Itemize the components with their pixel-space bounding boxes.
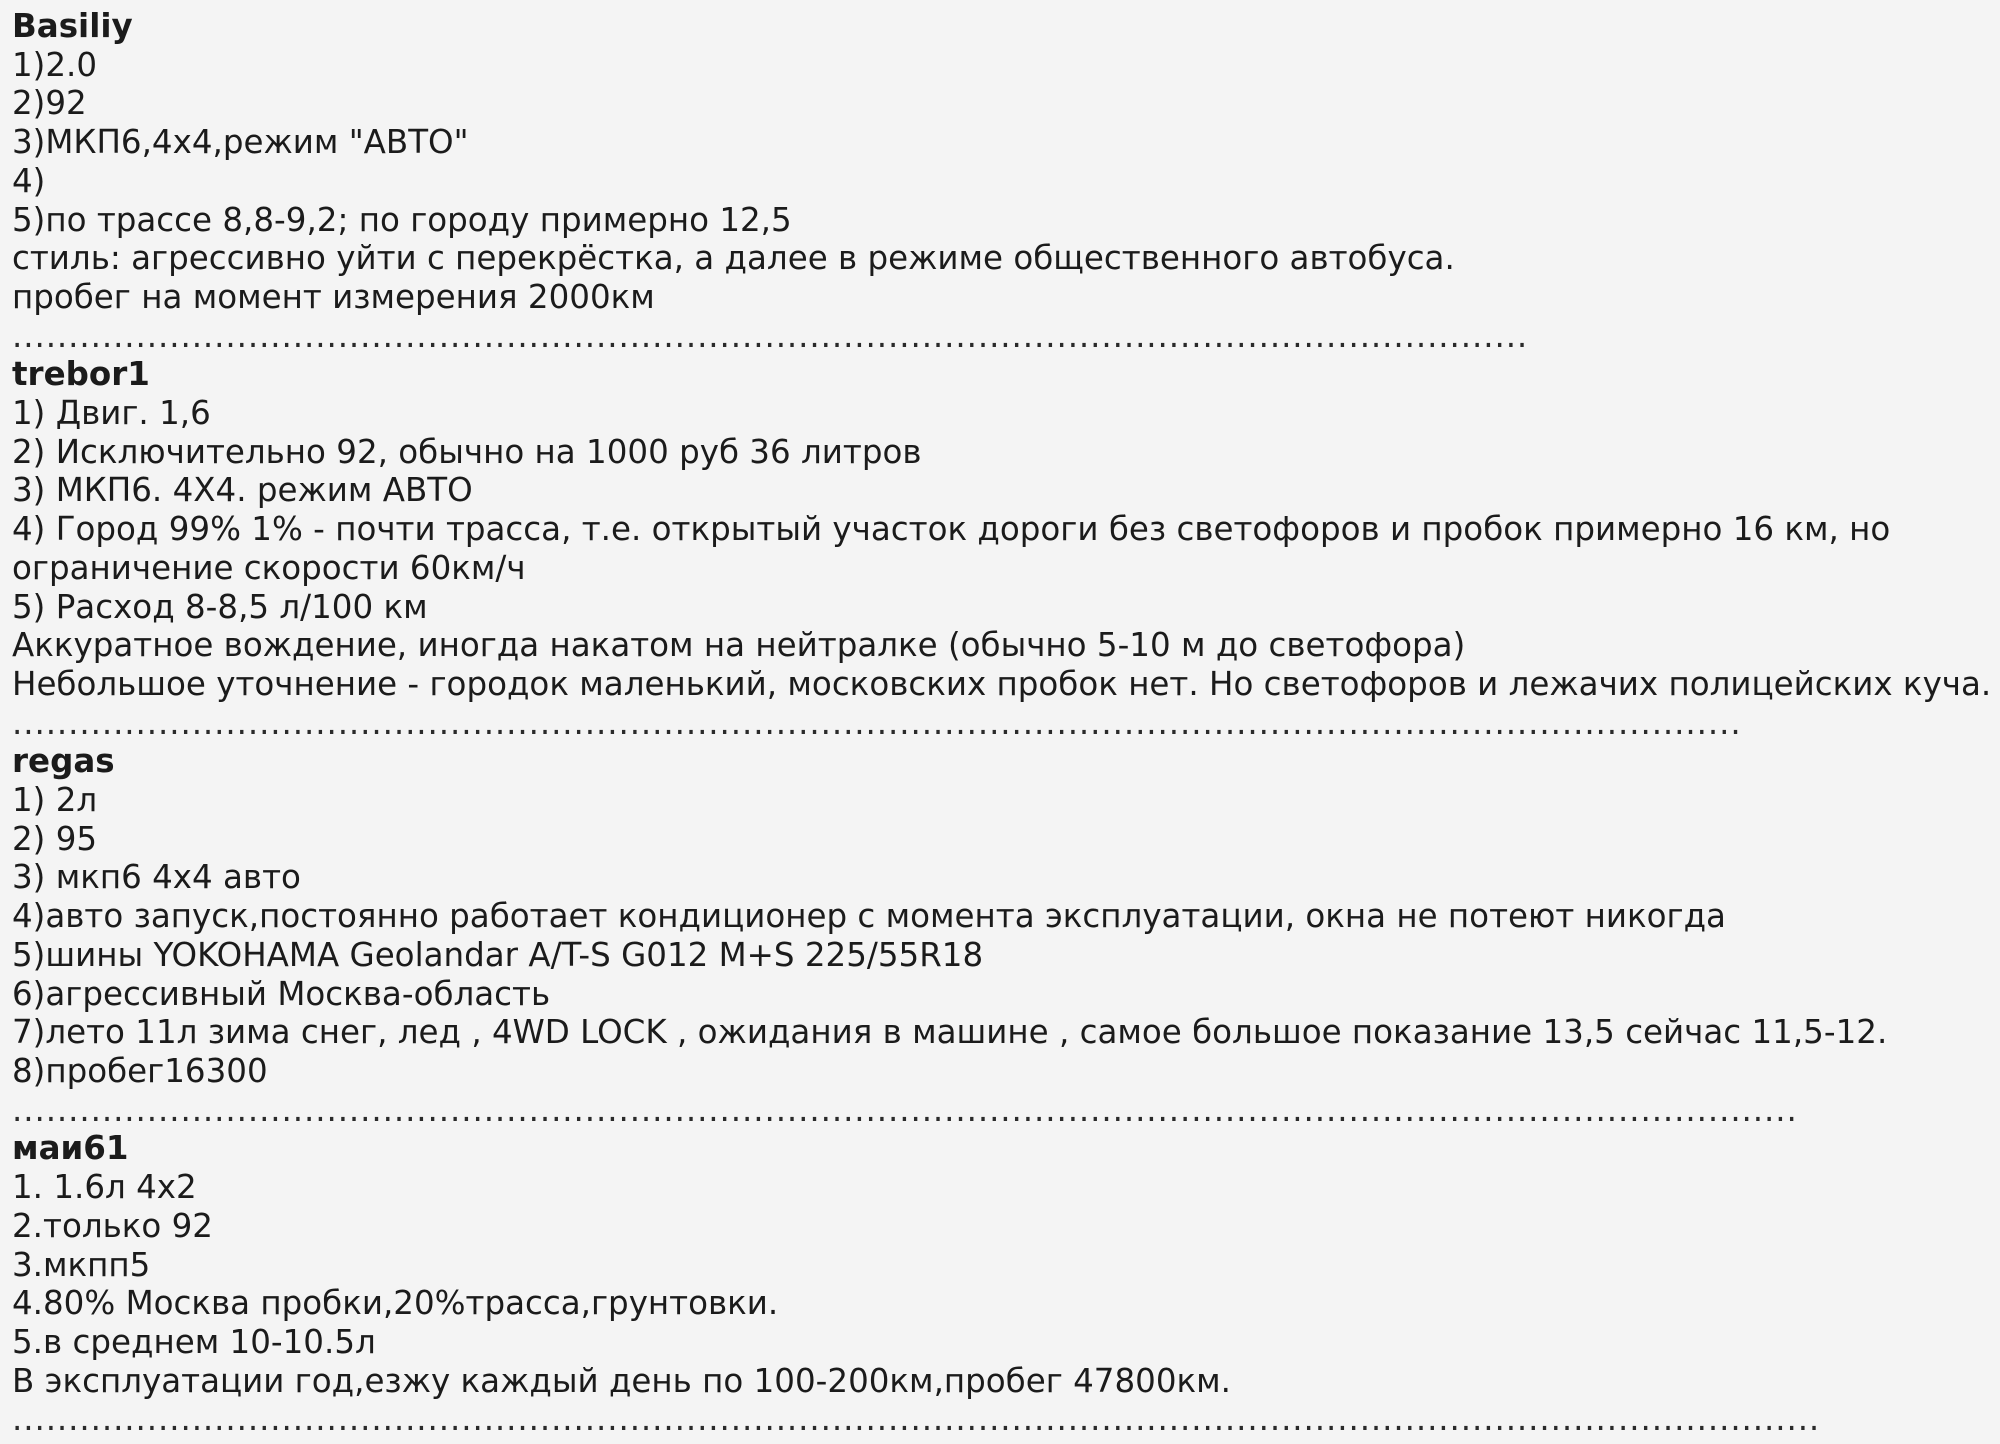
post-line: стиль: агрессивно уйти с перекрёстка, а далее в режиме общественного автобуса.: [12, 239, 1455, 278]
post-line: 2) 95: [12, 819, 98, 858]
post-line: пробег на момент измерения 2000км: [12, 277, 655, 316]
post-line: 1)2.0: [12, 45, 98, 84]
post-line: 5.в среднем 10-10.5л: [12, 1322, 376, 1361]
post-line: 5)шины YOKOHAMA Geolandar A/T-S G012 M+S 225/55R18: [12, 935, 984, 974]
forum-quote-document: [12, 7, 1997, 1439]
post-line: Небольшое уточнение - городок маленький, московских пробок нет. Но светофоров и лежачих полицейских куча.: [12, 664, 1992, 703]
post-line: Аккуратное вождение, иногда накатом на нейтралке (обычно 5-10 м до светофора): [12, 626, 1466, 665]
post-line: 8)пробег16300: [12, 1051, 268, 1090]
post-line: 3) мкп6 4х4 авто: [12, 858, 301, 897]
post-line: 1) Двиг. 1,6: [12, 394, 211, 433]
post-line: 1. 1.6л 4х2: [12, 1168, 197, 1207]
post-line: 6)агрессивный Москва-область: [12, 974, 551, 1013]
post-author: regas: [12, 742, 115, 781]
post-mai61: [12, 1129, 1997, 1439]
post-line: 2.только 92: [12, 1206, 213, 1245]
post-basiliy: [12, 7, 1997, 355]
post-line: В эксплуатации год,езжу каждый день по 100-200км,пробег 47800км.: [12, 1361, 1231, 1400]
post-line: 2)92: [12, 84, 87, 123]
post-line: 7)лето 11л зима снег, лед , 4WD LOCK , ожидания в машине , самое большое показание 13,5 сейчас 11,5-12.: [12, 1013, 1888, 1052]
post-line: 4): [12, 161, 46, 200]
post-line: 5) Расход 8-8,5 л/100 км: [12, 587, 428, 626]
post-trebor1: [12, 355, 1997, 742]
post-line: 2) Исключительно 92, обычно на 1000 руб 36 литров: [12, 432, 922, 471]
post-author: Basiliy: [12, 7, 133, 45]
dotted-separator: .................................................................................................................................................................: [12, 1400, 1821, 1439]
post-line: 3)МКП6,4х4,режим "АВТО": [12, 123, 469, 162]
dotted-separator: .......................................................................................................................................: [12, 316, 1529, 355]
post-regas: [12, 742, 1997, 1129]
post-line: 1) 2л: [12, 781, 98, 820]
dotted-separator: ..........................................................................................................................................................: [12, 703, 1742, 742]
post-line: 4)авто запуск,постоянно работает кондиционер с момента эксплуатации, окна не потеют никогда: [12, 897, 1726, 936]
post-line: 4.80% Москва пробки,20%трасса,грунтовки.: [12, 1284, 779, 1323]
post-author: trebor1: [12, 355, 150, 394]
post-line: 4) Город 99% 1% - почти трасса, т.е. открытый участок дороги без светофоров и пробок примерно 16 км, но ограничение скорости 60км/ч: [12, 510, 1901, 587]
post-line: 3.мкпп5: [12, 1245, 151, 1284]
post-line: 3) МКП6. 4Х4. режим АВТО: [12, 471, 473, 510]
post-line: 5)по трассе 8,8-9,2; по городу примерно 12,5: [12, 200, 792, 239]
post-author: маи61: [12, 1129, 129, 1168]
dotted-separator: ...............................................................................................................................................................: [12, 1090, 1798, 1129]
